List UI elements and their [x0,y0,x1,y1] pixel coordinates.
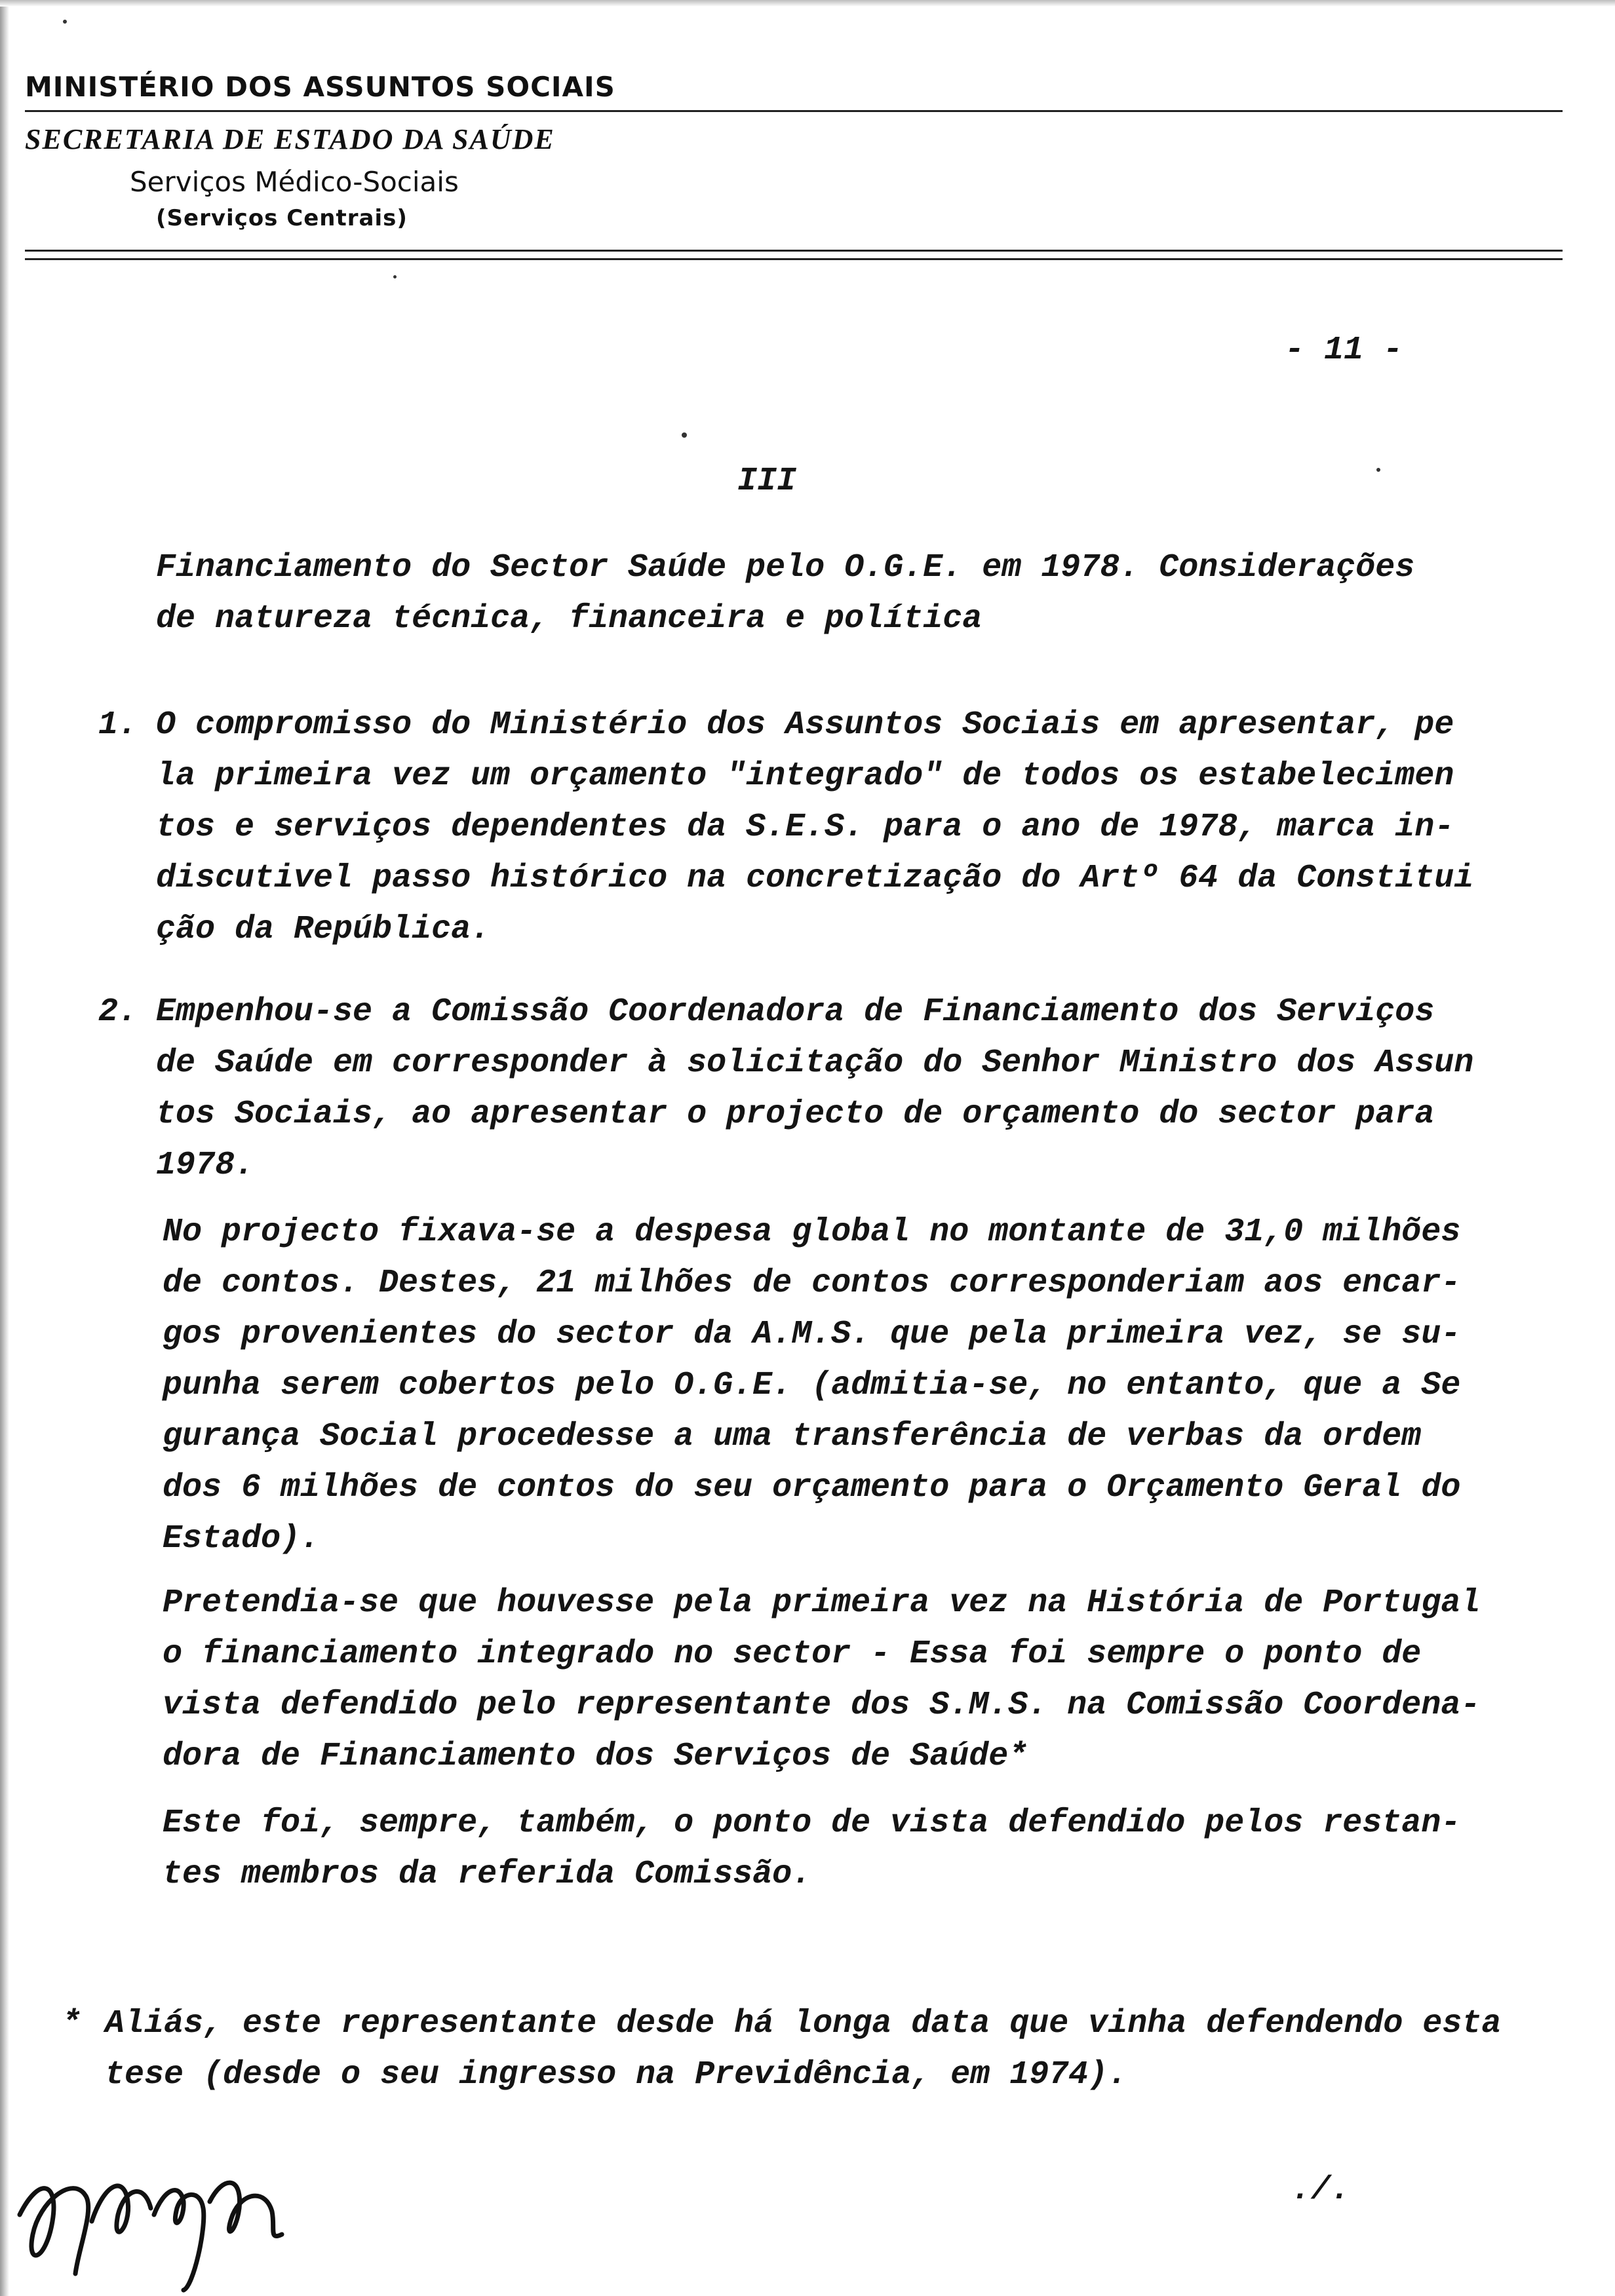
section-number: III [737,463,797,500]
secretariat-name: SECRETARIA DE ESTADO DA SAÚDE [25,123,555,155]
text-line: Empenhou-se a Comissão Coordenadora de Financiamento dos Serviços [156,993,1435,1031]
text-line: dora de Financiamento dos Serviços de Saúde* [163,1738,1028,1775]
section-title [156,543,1414,645]
paragraph-integrated-financing [163,1578,1480,1782]
footnote [105,1999,1501,2101]
footnote-mark: * [62,2005,82,2042]
ministry-name: MINISTÉRIO DOS ASSUNTOS SOCIAIS [25,71,615,103]
paper-speck [393,275,397,278]
text-line: 1978. [156,1147,255,1184]
paper-speck [682,432,687,438]
text-line: o financiamento integrado no sector - Essa foi sempre o ponto de [163,1636,1422,1673]
page-number: - 11 - [1285,332,1403,369]
service-subtitle: (Serviços Centrais) [156,205,408,231]
text-line: Pretendia-se que houvesse pela primeira vez na História de Portugal [163,1584,1481,1622]
paper-speck [1376,468,1380,472]
text-line: No projecto fixava-se a despesa global no montante de 31,0 milhões [163,1214,1461,1251]
continuation-mark: ./. [1291,2172,1351,2209]
text-line: tese (desde o seu ingresso na Previdência, em 1974). [105,2056,1128,2094]
text-line: de Saúde em corresponder à solicitação do Senhor Ministro dos Assun [156,1044,1474,1082]
text-line: Aliás, este representante desde há longa data que vinha defendendo esta [105,2005,1502,2042]
section-title-line: Financiamento do Sector Saúde pelo O.G.E. em 1978. Considerações [156,549,1415,586]
page-left-edge [0,0,9,2296]
text-line: la primeira vez um orçamento "integrado" de todos os estabelecimen [156,757,1454,795]
handwritten-signature [13,2136,341,2293]
page-top-edge [0,0,1615,7]
text-line: tos e serviços dependentes da S.E.S. para o ano de 1978, marca in- [156,809,1454,846]
item-2-text [156,987,1473,1191]
text-line: gos provenientes do sector da A.M.S. que pela primeira vez, se su- [163,1316,1461,1353]
text-line: gurança Social procedesse a uma transferência de verbas da ordem [163,1418,1422,1455]
text-line: ção da República. [156,911,491,948]
text-line: vista defendido pelo representante dos S.M.S. na Comissão Coordena- [163,1687,1481,1724]
section-title-line: de natureza técnica, financeira e política [156,600,983,638]
text-line: discutivel passo histórico na concretização do Artº 64 da Constitui [156,860,1474,897]
service-name: Serviços Médico-Sociais [130,166,459,198]
paragraph-commission-view [163,1798,1460,1900]
text-line: O compromisso do Ministério dos Assuntos Sociais em apresentar, pe [156,706,1454,744]
paper-speck [63,20,67,24]
item-number: 2. [98,993,138,1031]
letterhead [25,71,1563,260]
text-line: Este foi, sempre, também, o ponto de vista defendido pelos restan- [163,1805,1461,1842]
paragraph-budget [163,1207,1460,1565]
text-line: tos Sociais, ao apresentar o projecto de orçamento do sector para [156,1096,1435,1133]
text-line: Estado). [163,1520,321,1558]
text-line: dos 6 milhões de contos do seu orçamento para o Orçamento Geral do [163,1469,1461,1506]
item-1-text [156,700,1473,955]
item-number: 1. [98,706,138,744]
header-double-rule [25,250,1563,260]
text-line: tes membros da referida Comissão. [163,1856,812,1893]
header-rule [25,110,1563,112]
text-line: de contos. Destes, 21 milhões de contos corresponderiam aos encar- [163,1265,1461,1302]
text-line: punha serem cobertos pelo O.G.E. (admitia-se, no entanto, que a Se [163,1367,1461,1404]
